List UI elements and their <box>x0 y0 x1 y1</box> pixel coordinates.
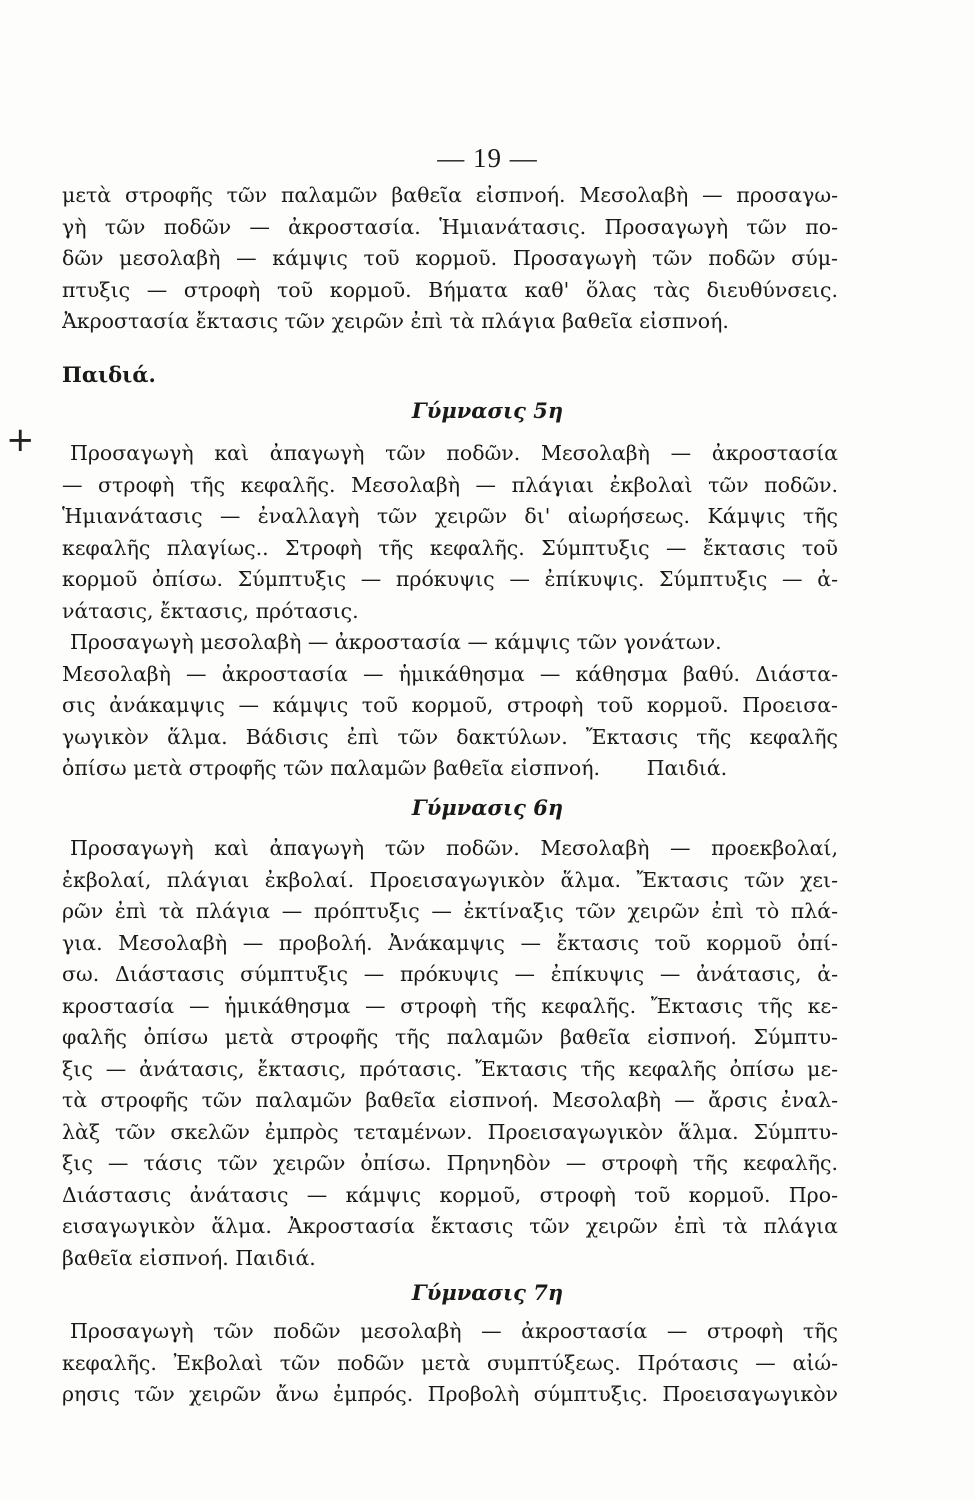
text-line: κεφαλῆς πλαγίως.. Στροφὴ τῆς κεφαλῆς. Σύμπτυξις — ἔκτασις τοῦ <box>62 535 838 560</box>
section-heading-5: Γύμνασις 5η <box>411 398 564 423</box>
section-6-paragraph <box>62 833 838 1274</box>
text-line: — στροφὴ τῆς κεφαλῆς. Μεσολαβὴ — πλάγιαι ἐκβολαὶ τῶν ποδῶν. <box>62 472 838 497</box>
section-heading-7: Γύμνασις 7η <box>411 1280 564 1305</box>
intro-paragraph <box>62 180 838 338</box>
page-number: — 19 — <box>437 143 538 173</box>
intro-closing-paidia: Παιδιά. <box>62 362 156 387</box>
text-line: βαθεῖα εἰσπνοή. Παιδιά. <box>62 1245 316 1270</box>
text-line: Προσαγωγὴ τῶν ποδῶν μεσολαβὴ — ἀκροστασία — στροφὴ τῆς <box>70 1319 838 1343</box>
text-line: κροστασία — ἡμικάθησμα — στροφὴ τῆς κεφαλῆς. Ἔκτασις τῆς κε- <box>62 993 838 1018</box>
text-line: σις ἀνάκαμψις — κάμψις τοῦ κορμοῦ, στροφὴ τοῦ κορμοῦ. Προεισα- <box>62 693 838 717</box>
text-line: σω. Διάστασις σύμπτυξις — πρόκυψις — ἐπίκυψις — ἀνάτασις, ἀ- <box>62 962 838 986</box>
text-line <box>62 753 838 785</box>
text-line: Μεσολαβὴ — ἀκροστασία — ἡμικάθησμα — κάθησμα βαθύ. Διάστα- <box>62 661 838 686</box>
text-line: Προσαγωγὴ μεσολαβὴ — ἀκροστασία — κάμψις τῶν γονάτων. <box>70 630 722 654</box>
text-line: Διάστασις ἀνάτασις — κάμψις κορμοῦ, στροφὴ τοῦ κορμοῦ. Προ- <box>62 1182 838 1207</box>
text-line: νάτασις, ἔκτασις, πρότασις. <box>62 598 359 623</box>
text-line: ρησις τῶν χειρῶν ἄνω ἐμπρός. Προβολὴ σύμπτυξις. Προεισαγωγικὸν <box>62 1382 838 1406</box>
text-line: Ἡμιανάτασις — ἐναλλαγὴ τῶν χειρῶν δι' αἰωρήσεως. Κάμψις τῆς <box>62 504 838 528</box>
text-line: δῶν μεσολαβὴ — κάμψις τοῦ κορμοῦ. Προσαγωγὴ τῶν ποδῶν σύμ- <box>62 246 838 270</box>
text-line: κεφαλῆς. Ἐκβολαὶ τῶν ποδῶν μετὰ συμπτύξεως. Πρότασις — αἰώ- <box>62 1350 838 1375</box>
text-line: ρῶν ἐπὶ τὰ πλάγια — πρόπτυξις — ἐκτίναξις τῶν χειρῶν ἐπὶ τὸ πλά- <box>62 899 838 923</box>
text-line: Προσαγωγὴ καὶ ἀπαγωγὴ τῶν ποδῶν. Μεσολαβὴ — ἀκροστασία <box>70 441 838 465</box>
section-7-paragraph <box>62 1316 838 1411</box>
text-line: Προσαγωγὴ καὶ ἀπαγωγὴ τῶν ποδῶν. Μεσολαβὴ — προεκβολαί, <box>70 836 838 860</box>
line-text: ὀπίσω μετὰ στροφῆς τῶν παλαμῶν βαθεῖα εἰσπνοή. <box>62 756 601 780</box>
text-line: Ἀκροστασία ἔκτασις τῶν χειρῶν ἐπὶ τὰ πλάγια βαθεῖα εἰσπνοή. <box>62 309 729 333</box>
margin-cross-mark: + <box>6 420 35 460</box>
text-line: πτυξις — στροφὴ τοῦ κορμοῦ. Βήματα καθ' ὅλας τὰς διευθύνσεις. <box>62 277 838 302</box>
section-5-paragraph-b <box>62 627 838 785</box>
text-line: εισαγωγικὸν ἅλμα. Ἀκροστασία ἔκτασις τῶν χειρῶν ἐπὶ τὰ πλάγια <box>62 1214 838 1238</box>
text-line: φαλῆς ὀπίσω μετὰ στροφῆς τῆς παλαμῶν βαθεῖα εἰσπνοή. Σύμπτυ- <box>62 1025 838 1049</box>
text-line: ξις — τάσις τῶν χειρῶν ὀπίσω. Πρηνηδὸν — στροφὴ τῆς κεφαλῆς. <box>62 1151 838 1175</box>
text-line: γωγικὸν ἅλμα. Βάδισις ἐπὶ τῶν δακτύλων. Ἔκτασις τῆς κεφαλῆς <box>62 724 838 749</box>
section-5-closing-paidia: Παιδιά. <box>646 756 728 780</box>
text-line: μετὰ στροφῆς τῶν παλαμῶν βαθεῖα εἰσπνοή. Μεσολαβὴ — προσαγω- <box>62 183 838 207</box>
text-line: κορμοῦ ὀπίσω. Σύμπτυξις — πρόκυψις — ἐπίκυψις. Σύμπτυξις — ἀ- <box>62 567 838 591</box>
text-line: λὰξ τῶν σκελῶν ἐμπρὸς τεταμένων. Προεισαγωγικὸν ἅλμα. Σύμπτυ- <box>62 1119 838 1144</box>
text-line: ξις — ἀνάτασις, ἔκτασις, πρότασις. Ἔκτασις τῆς κεφαλῆς ὀπίσω με- <box>62 1056 838 1081</box>
text-line: για. Μεσολαβὴ — προβολή. Ἀνάκαμψις — ἔκτασις τοῦ κορμοῦ ὀπί- <box>62 930 838 955</box>
section-5-paragraph-a <box>62 438 838 627</box>
text-line: ἐκβολαί, πλάγιαι ἐκβολαί. Προεισαγωγικὸν ἅλμα. Ἔκτασις τῶν χει- <box>62 867 838 892</box>
text-line: γὴ τῶν ποδῶν — ἀκροστασία. Ἡμιανάτασις. Προσαγωγὴ τῶν πο- <box>62 214 838 239</box>
text-line: τὰ στροφῆς τῶν παλαμῶν βαθεῖα εἰσπνοή. Μεσολαβὴ — ἄρσις ἐναλ- <box>62 1088 838 1112</box>
section-heading-6: Γύμνασις 6η <box>411 795 564 820</box>
